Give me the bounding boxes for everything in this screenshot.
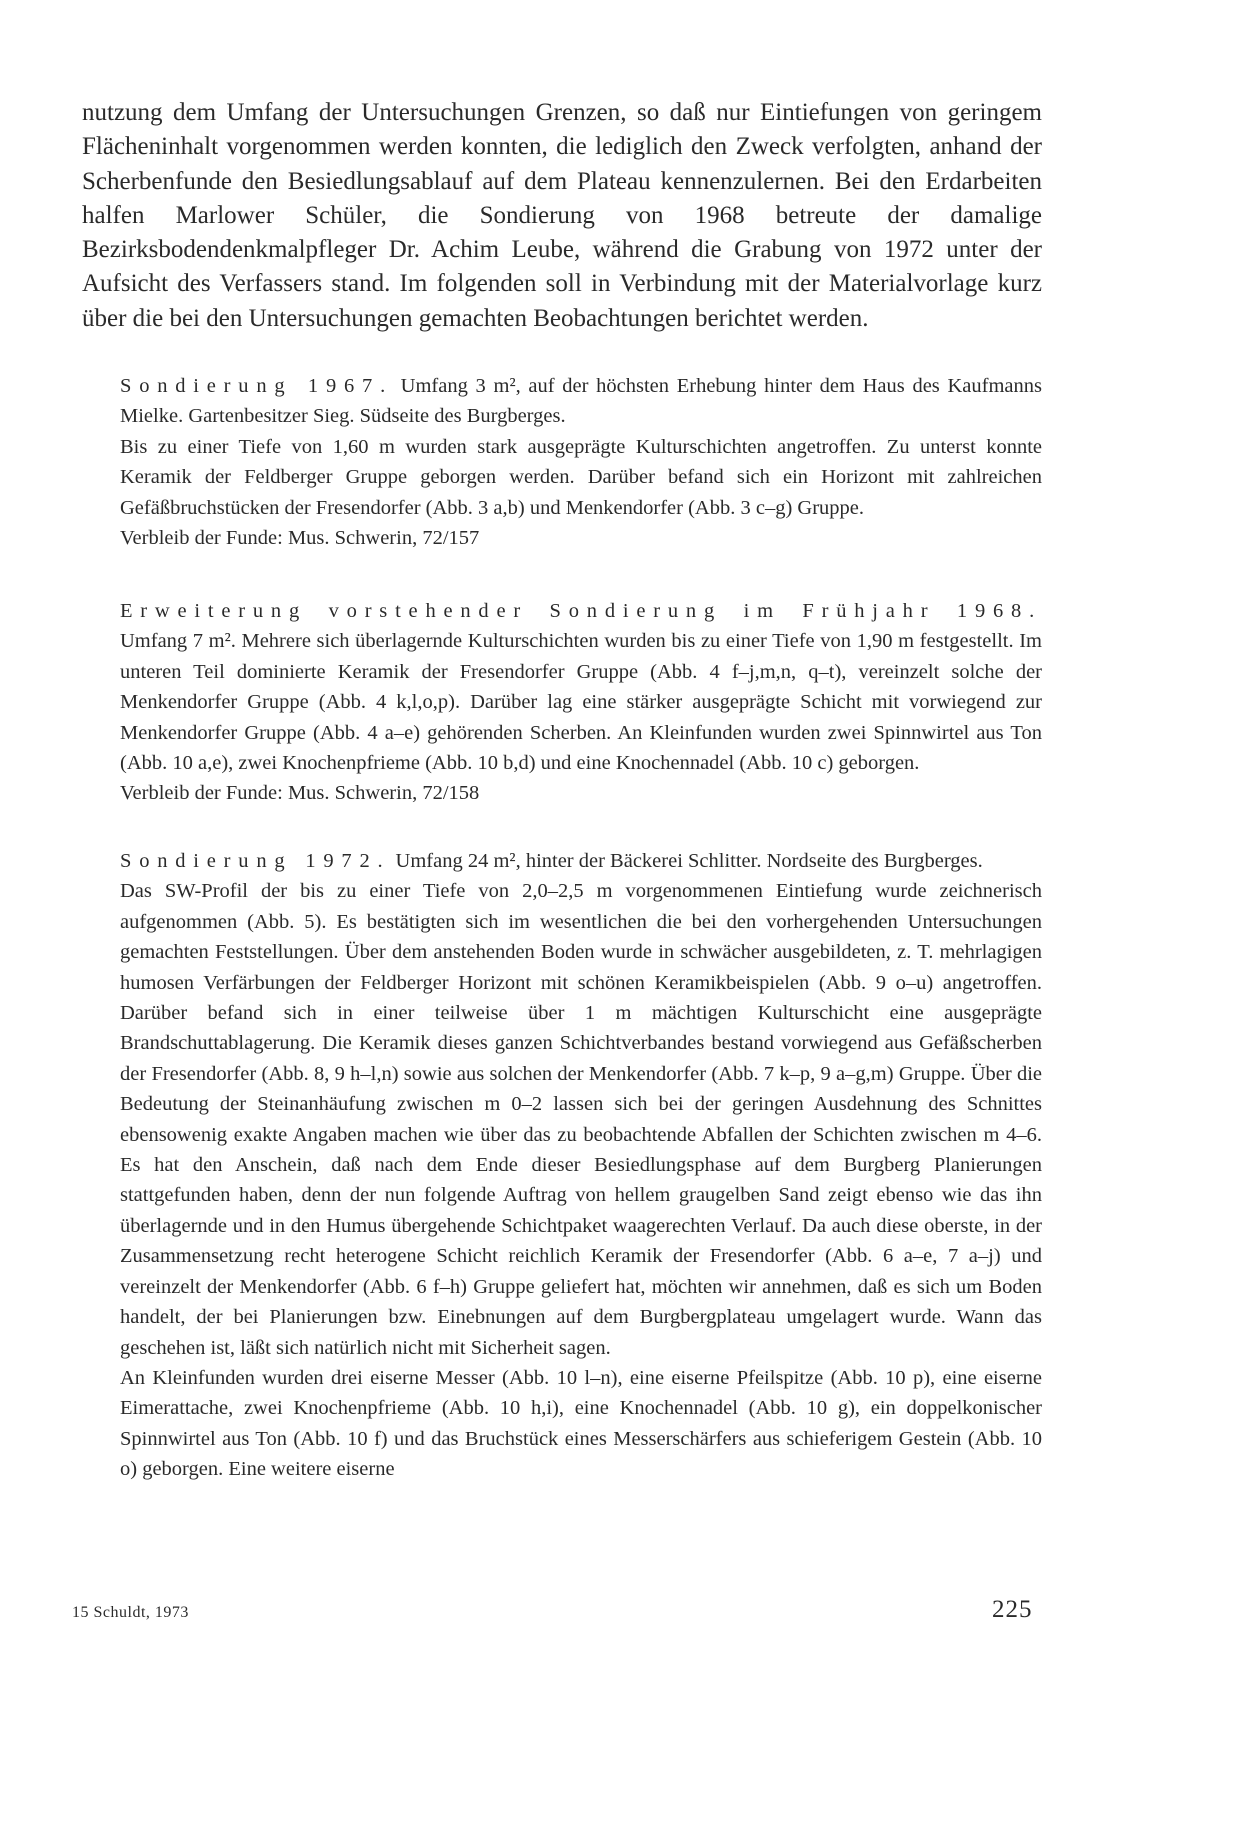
section-lead-text: Umfang 24 m², hinter der Bäckerei Schlitter. Nordseite des Burgberges.: [390, 850, 983, 872]
section-body-paragraph-2: An Kleinfunden wurden drei eiserne Messer (Abb. 10 l–n), eine eiserne Pfeilspitze (Abb. 10 p), eine eiserne Eimerattache, zwei Knochenpfrieme (Abb. 10 h,i), eine Knochennadel (Abb. 10 g), ein doppelkonischer Spinnwirtel aus Ton (Abb. 10 f) und das Bruchstück eines Messerschärfers aus schieferigem Gestein (Abb. 10 o) geborgen. Eine weitere eiserne: [120, 1366, 1042, 1481]
section-erweiterung-1968: [120, 596, 1042, 809]
section-heading: Sondierung 1972.: [120, 850, 391, 872]
section-lead-text: Umfang 3 m², auf der höchsten Erhebung hinter dem Haus des Kaufmanns Mielke. Gartenbesitzer Sieg. Südseite des Burgberges.: [120, 375, 1042, 428]
section-body-paragraph: Bis zu einer Tiefe von 1,60 m wurden stark ausgeprägte Kulturschichten angetroffen. Zu unterst konnte Keramik der Feldberger Gruppe geborgen werden. Darüber befand sich ein Horizont mit zahlreichen Gefäßbruchstücken der Fresendorfer (Abb. 3 a,b) und Menkendorfer (Abb. 3 c–g) Gruppe.: [120, 435, 1042, 519]
section-sondierung-1967: [120, 371, 1042, 553]
verbleib-line: Verbleib der Funde: Mus. Schwerin, 72/158: [120, 782, 480, 805]
footer-signature: 15 Schuldt, 1973: [72, 1604, 189, 1621]
intro-paragraph: nutzung dem Umfang der Untersuchungen Grenzen, so daß nur Eintiefungen von geringem Flächeninhalt vorgenommen werden konnten, die lediglich den Zweck verfolgten, anhand der Scherbenfunde den Besiedlungsablauf auf dem Plateau kennenzulernen. Bei den Erdarbeiten halfen Marlower Schüler, die Sondierung von 1968 betreute der damalige Bezirksbodendenkmalpfleger Dr. Achim Leube, während die Grabung von 1972 unter der Aufsicht des Verfassers stand. Im folgenden soll in Verbindung mit der Materialvorlage kurz über die bei den Untersuchungen gemachten Beobachtungen berichtet werden.: [82, 99, 1042, 332]
section-lead-paragraph: [120, 371, 1042, 432]
section-heading: Erweiterung vorstehender Sondierung im Frühjahr 1968.: [120, 600, 1042, 622]
section-sondierung-1972: [120, 846, 1042, 1485]
section-body-paragraph: Das SW-Profil der bis zu einer Tiefe von 2,0–2,5 m vorgenommenen Eintiefung wurde zeichnerisch aufgenommen (Abb. 5). Es bestätigten sich im wesentlichen die bei den vorhergehenden Untersuchungen gemachten Feststellungen. Über dem anstehenden Boden wurde in schwächer ausgebildeten, z. T. mehrlagigen humosen Verfärbungen der Feldberger Horizont mit schönen Keramikbeispielen (Abb. 9 o–u) angetroffen. Darüber befand sich in einer teilweise über 1 m mächtigen Kulturschicht eine ausgeprägte Brandschuttablagerung. Die Keramik dieses ganzen Schichtverbandes bestand vorwiegend aus Gefäßscherben der Fresendorfer (Abb. 8, 9 h–l,n) sowie aus solchen der Menkendorfer (Abb. 7 k–p, 9 a–g,m) Gruppe. Über die Bedeutung der Steinanhäufung zwischen m 0–2 lassen sich bei der geringen Ausdehnung des Schnittes ebensowenig exakte Angaben machen wie über das zu beobachtende Abfallen der Schichten zwischen m 4–6. Es hat den Anschein, daß nach dem Ende dieser Besiedlungsphase auf dem Burgberg Planierungen stattgefunden haben, denn der nun folgende Auftrag von hellem graugelben Sand zeigt ebenso wie das ihn überlagernde und in den Humus übergehende Schichtpaket waagerechten Verlauf. Da auch diese oberste, in der Zusammensetzung recht heterogene Schicht reichlich Keramik der Fresendorfer (Abb. 6 a–e, 7 a–j) und vereinzelt der Menkendorfer (Abb. 6 f–h) Gruppe geliefert hat, möchten wir annehmen, daß es sich um Boden handelt, der bei Planierungen bzw. Einebnungen auf dem Burgbergplateau umgelagert wurde. Wann das geschehen ist, läßt sich natürlich nicht mit Sicherheit sagen.: [120, 880, 1042, 1359]
verbleib-line: Verbleib der Funde: Mus. Schwerin, 72/157: [120, 527, 480, 550]
section-lead-paragraph: [120, 846, 1042, 876]
section-lead-paragraph: [120, 596, 1042, 778]
page-number: 225: [992, 1596, 1033, 1623]
section-heading: Sondierung 1967.: [120, 375, 393, 397]
section-lead-text: Umfang 7 m². Mehrere sich überlagernde Kulturschichten wurden bis zu einer Tiefe von 1,90 m festgestellt. Im unteren Teil dominierte Keramik der Fresendorfer Gruppe (Abb. 4 f–j,m,n, q–t), vereinzelt solche der Menkendorfer Gruppe (Abb. 4 k,l,o,p). Darüber lag eine stärker ausgeprägte Schicht mit vorwiegend zur Menkendorfer Gruppe (Abb. 4 a–e) gehörenden Scherben. An Kleinfunden wurden zwei Spinnwirtel aus Ton (Abb. 10 a,e), zwei Knochenpfrieme (Abb. 10 b,d) und eine Knochennadel (Abb. 10 c) geborgen.: [120, 630, 1042, 775]
